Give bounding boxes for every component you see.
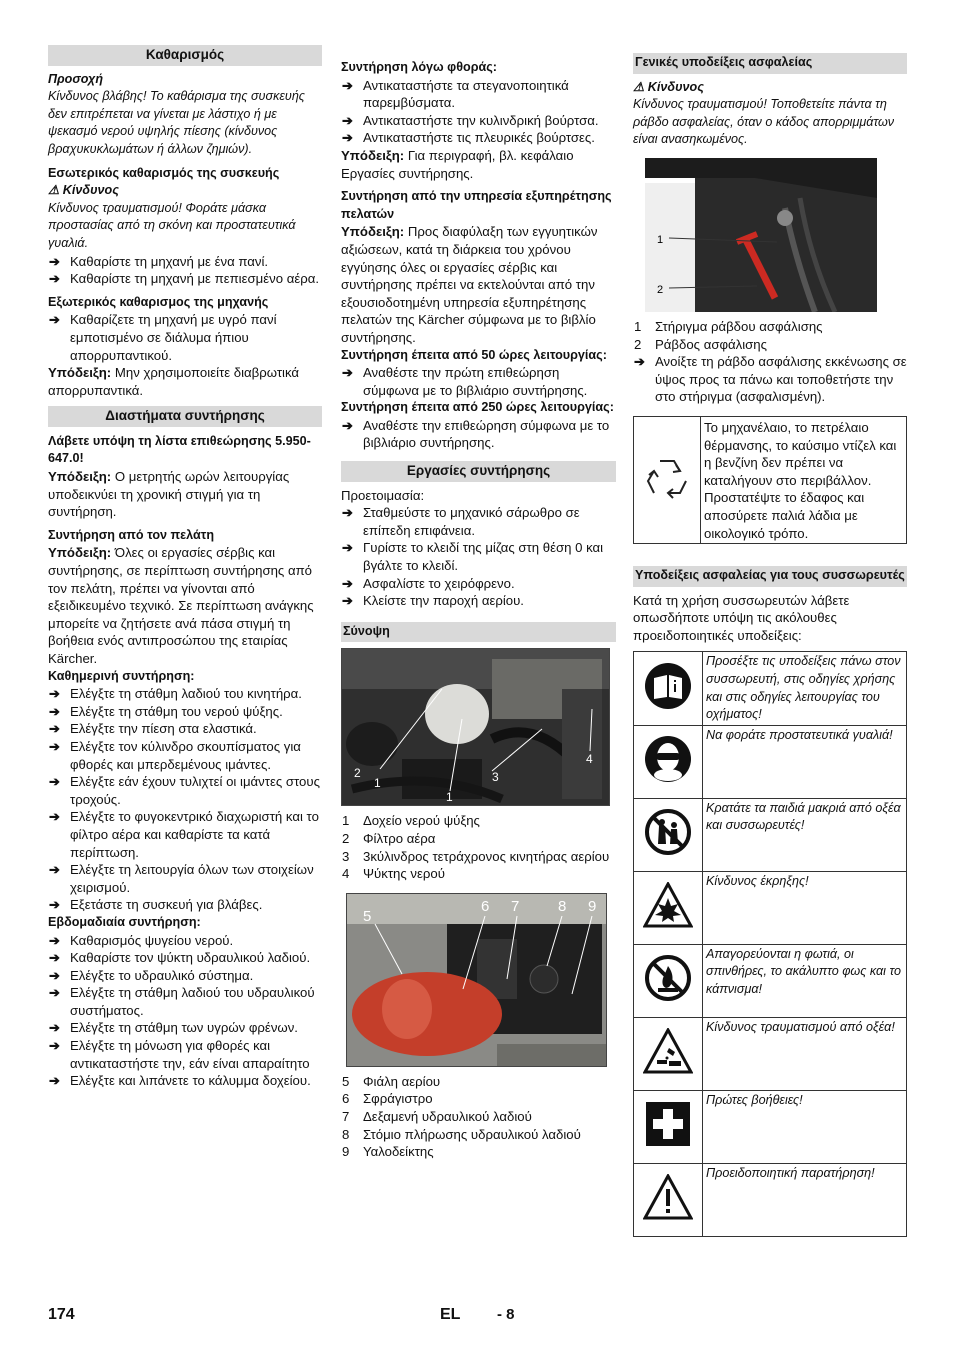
warning-icon	[634, 1163, 703, 1236]
battery-intro: Κατά τη χρήση συσσωρευτών λάβετε οπωσδήποτε υπόψη τις ακόλουθες προειδοποιητικές υποδείξεις:	[633, 592, 850, 643]
list-item: ➔ Ανοίξτε τη ράβδο ασφάλισης εκκένωσης σε ύψος προς τα πάνω και τοποθετήστε την στο στήριγμα (ασφαλισμένη).	[634, 354, 907, 405]
legend-text: Σφράγιστρο	[363, 1091, 433, 1107]
weekly-list	[48, 932, 322, 1090]
section-heading-battery-safety: Υποδείξεις ασφαλείας για τους συσσωρευτές	[633, 566, 907, 587]
heading-customer-maintenance: Συντήρηση από τον πελάτη	[48, 527, 215, 542]
safety-text: Κίνδυνος έκρηξης!	[703, 871, 907, 944]
heading-weekly: Εβδομαδιαία συντήρηση:	[48, 914, 201, 929]
safety-text: Κρατάτε τα παιδιά μακριά από οξέα και συσσωρευτές!	[703, 798, 907, 871]
list-item: ➔ Ελέγξτε το υδραυλικό σύστημα.	[49, 967, 254, 983]
list-item: ➔ Αναθέστε την επιθεώρηση σύμφωνα με το βιβλιάριο συντήρησης.	[342, 417, 610, 451]
column-right	[633, 45, 907, 1237]
section-heading-intervals: Διαστήματα συντήρησης	[48, 406, 322, 427]
preparation-label: Προετοιμασία:	[341, 487, 425, 503]
heading-internal-cleaning: Εσωτερικός καθαρισμός της συσκευής	[48, 165, 280, 180]
safety-row	[634, 798, 907, 871]
danger-title: ⚠ Κίνδυνος	[48, 183, 119, 198]
heading-daily: Καθημερινή συντήρηση:	[48, 668, 195, 683]
arrow-bullet-icon: ➔	[49, 809, 61, 825]
legend-item	[341, 1143, 616, 1161]
recycling-icon	[634, 417, 701, 543]
note-customer: Υπόδειξη: Όλες οι εργασίες σέρβις και συντήρησης, σε περίπτωση συντήρησης από τον πελάτη, πρέπει να γίνονται από εξειδικευμένο τεχνικό. Σε περίπτωση ανάγκης μπορείτε να ζητήσετε ανά πάσα στιγμή τη βοήθεια ενός αντιπροσώπου της εταιρίας Kärcher.	[48, 545, 314, 666]
section-heading-general-safety: Γενικές υποδείξεις ασφαλείας	[633, 53, 907, 74]
danger-text: Κίνδυνος τραυματισμού! Φοράτε μάσκα προστασίας από τη σκόνη και προστατευτικά γυαλιά.	[48, 200, 296, 250]
list-item: ➔ Ελέγξτε τη λειτουργία όλων των στοιχείων χειρισμού.	[49, 862, 314, 895]
legend-item	[341, 1090, 616, 1108]
arrow-bullet-icon: ➔	[49, 1020, 61, 1036]
legend-text: Στήριγμα ράβδου ασφάλισης	[655, 318, 823, 334]
legend-gas	[341, 1073, 616, 1161]
safety-text: Προειδοποιητική παρατήρηση!	[703, 1163, 907, 1236]
arrow-bullet-icon: ➔	[634, 354, 646, 370]
photo-label: 2	[657, 283, 664, 296]
photo-label: 9	[588, 897, 597, 915]
legend-number: 6	[342, 1091, 350, 1107]
legend-text: Δεξαμενή υδραυλικού λαδιού	[363, 1108, 532, 1124]
list-item: ➔ Ελέγξτε τη στάθμη του νερού ψύξης.	[49, 703, 283, 719]
internal-cleaning-list	[48, 253, 322, 288]
legend-number: 3	[342, 848, 350, 864]
safety-text: Απαγορεύονται η φωτιά, οι σπινθήρες, το ακάλυπτο φως και το κάπνισμα!	[703, 944, 907, 1017]
legend-text: Φιάλη αερίου	[363, 1073, 441, 1089]
arrow-bullet-icon: ➔	[49, 271, 61, 287]
list-item: ➔ Αντικαταστήστε τις πλευρικές βούρτσες.	[342, 130, 595, 146]
arrow-bullet-icon: ➔	[342, 130, 354, 146]
legend-number: 9	[342, 1144, 350, 1160]
manual-icon	[634, 652, 703, 725]
arrow-bullet-icon: ➔	[342, 593, 354, 609]
no-children-icon	[634, 798, 703, 871]
list-item: ➔ Καθαρίστε τον ψύκτη υδραυλικού λαδιού.	[49, 950, 311, 966]
safety-text: Κίνδυνος τραυματισμού από οξέα!	[703, 1017, 907, 1090]
photo-label: 7	[511, 897, 520, 915]
gas-bottle-illustration	[347, 894, 606, 1066]
list-item: ➔ Καθαρίστε τη μηχανή με πεπιεσμένο αέρα.	[49, 271, 319, 287]
safety-row	[634, 1090, 907, 1163]
legend-text: Υαλοδείκτης	[363, 1144, 434, 1160]
first-aid-icon	[634, 1090, 703, 1163]
legend-item	[341, 830, 616, 848]
photo-label: 1	[446, 790, 453, 805]
arrow-bullet-icon: ➔	[49, 703, 61, 719]
heading-50h: Συντήρηση έπειτα από 50 ώρες λειτουργίας:	[341, 347, 607, 362]
rod-list	[633, 353, 907, 406]
arrow-bullet-icon: ➔	[342, 575, 354, 591]
legend-text: Ράβδος ασφάλισης	[655, 336, 767, 352]
wear-list	[341, 77, 616, 147]
engine-photo	[341, 648, 610, 806]
heading-checklist: Λάβετε υπόψη τη λίστα επιθεώρησης 5.950-647.0!	[48, 433, 311, 466]
photo-label: 8	[558, 897, 567, 915]
legend-item	[341, 865, 616, 883]
photo-label: 2	[354, 766, 361, 781]
arrow-bullet-icon: ➔	[342, 540, 354, 556]
list-item: ➔ Ελέγξτε και λιπάνετε το κάλυμμα δοχείου.	[49, 1073, 311, 1089]
note-service: Υπόδειξη: Προς διαφύλαξη των εγγυητικών αξιώσεων, κατά τη διάρκεια του χρόνου εγγύησης όλες οι εργασίες σέρβις και συντήρησης πρέπει να εκτελούνται από την εξουσιοδοτημένη υπηρεσία εξυπηρέτησης πελατών της Kärcher σύμφωνα με το βιβλίο συντήρησης.	[341, 224, 598, 345]
legend-number: 8	[342, 1126, 350, 1142]
legend-number: 1	[342, 813, 350, 829]
gas-bottle-photo	[346, 893, 607, 1067]
list-item: ➔ Καθαρίζετε τη μηχανή με υγρό πανί εμποτισμένο σε διάλυμα ήπιου απορρυπαντικού.	[49, 312, 277, 363]
note-external: Υπόδειξη: Μην χρησιμοποιείτε διαβρωτικά απορρυπαντικά.	[48, 365, 300, 398]
safety-row	[634, 652, 907, 725]
daily-list	[48, 685, 322, 914]
battery-safety-table	[633, 651, 907, 1236]
photo-label: 6	[481, 897, 490, 915]
list-item: ➔ Αντικαταστήστε την κυλινδρική βούρτσα.	[342, 112, 599, 128]
safety-rod-photo	[645, 158, 877, 312]
section-heading-maintenance-work: Εργασίες συντήρησης	[341, 461, 616, 482]
list-50h	[341, 364, 616, 399]
warning-triangle-icon: ⚠	[48, 183, 60, 198]
legend-engine	[341, 812, 616, 882]
legend-number: 7	[342, 1108, 350, 1124]
legend-item	[341, 1108, 616, 1126]
photo-label: 3	[492, 770, 499, 785]
arrow-bullet-icon: ➔	[49, 686, 61, 702]
arrow-bullet-icon: ➔	[49, 738, 61, 754]
legend-number: 2	[634, 336, 642, 352]
legend-text: Δοχείο νερού ψύξης	[363, 813, 480, 829]
danger-title: ⚠ Κίνδυνος	[633, 79, 704, 94]
arrow-bullet-icon: ➔	[49, 1038, 61, 1054]
note-checklist: Υπόδειξη: Ο μετρητής ωρών λειτουργίας υποδεικνύει τη χρονική στιγμή για τη συντήρηση.	[48, 469, 290, 520]
photo-label: 4	[586, 752, 593, 767]
arrow-bullet-icon: ➔	[49, 967, 61, 983]
arrow-bullet-icon: ➔	[49, 721, 61, 737]
safety-text: Προσέξτε τις υποδείξεις πάνω στον συσσωρευτή, στις οδηγίες χρήσης και στις οδηγίες λειτουργίας του οχήματος!	[703, 652, 907, 725]
safety-text: Να φοράτε προστατευτικά γυαλιά!	[703, 725, 907, 798]
arrow-bullet-icon: ➔	[49, 897, 61, 913]
safety-row	[634, 1163, 907, 1236]
no-fire-icon	[634, 944, 703, 1017]
list-item: ➔ Ελέγξτε τη στάθμη λαδιού του κινητήρα.	[49, 686, 302, 702]
list-item: ➔ Σταθμεύστε το μηχανικό σάρωθρο σε επίπεδη επιφάνεια.	[342, 505, 580, 538]
legend-number: 2	[342, 831, 350, 846]
arrow-bullet-icon: ➔	[49, 950, 61, 966]
language-code: EL	[440, 1306, 461, 1323]
legend-text: Στόμιο πλήρωσης υδραυλικού λαδιού	[363, 1126, 581, 1142]
recycling-text: Το μηχανέλαιο, το πετρέλαιο θέρμανσης, το καύσιμο ντίζελ και η βενζίνη δεν πρέπει να καταλήγουν στο περιβάλλον. Προστατέψτε το έδαφος και αποσύρετε παλιά λάδια με οικολογικό τρόπο.	[704, 419, 897, 541]
explosion-icon	[634, 871, 703, 944]
caution-title: Προσοχή	[48, 71, 104, 86]
list-item: ➔ Γυρίστε το κλειδί της μίζας στη θέση 0 και βγάλτε το κλειδί.	[342, 540, 604, 574]
arrow-bullet-icon: ➔	[342, 505, 354, 521]
acid-icon	[634, 1017, 703, 1090]
legend-item	[341, 812, 616, 830]
list-item: ➔ Ελέγξτε εάν έχουν τυλιχτεί οι ιμάντες στους τροχούς.	[49, 774, 320, 807]
list-item: ➔ Ελέγξτε τη στάθμη λαδιού του υδραυλικού συστήματος.	[49, 985, 315, 1018]
legend-item	[633, 336, 907, 354]
photo-label: 1	[657, 233, 664, 246]
legend-item	[341, 1073, 616, 1091]
legend-text: Φίλτρο αέρα	[363, 831, 436, 846]
list-item: ➔ Αντικαταστήστε τα στεγανοποιητικά παρεμβύσματα.	[342, 77, 569, 111]
safety-row	[634, 1017, 907, 1090]
list-item: ➔ Ελέγξτε τη στάθμη των υγρών φρένων.	[49, 1020, 298, 1036]
legend-number: 5	[342, 1073, 350, 1089]
legend-number: 4	[342, 866, 350, 882]
safety-row	[634, 944, 907, 1017]
legend-item	[633, 318, 907, 336]
list-item: ➔ Κλείστε την παροχή αερίου.	[342, 593, 524, 609]
note-wear: Υπόδειξη: Για περιγραφή, βλ. κεφάλαιο Εργασίες συντήρησης.	[341, 147, 574, 181]
list-item: ➔ Ελέγξτε τη μόνωση για φθορές και αντικαταστήστε την, εάν είναι απαραίτητο	[49, 1038, 310, 1071]
list-item: ➔ Ελέγξτε το φυγοκεντρικό διαχωριστή και το φίλτρο αέρα και καθαρίστε τα κατά περίπτωση.	[49, 809, 319, 860]
legend-item	[341, 848, 616, 866]
heading-external-cleaning: Εξωτερικός καθαρισμος της μηχανής	[48, 294, 269, 309]
recycling-notice	[633, 416, 907, 544]
section-heading-cleaning: Καθαρισμός	[48, 45, 322, 66]
safety-rod-illustration	[645, 158, 877, 312]
goggles-icon	[634, 725, 703, 798]
arrow-bullet-icon: ➔	[342, 417, 354, 433]
arrow-bullet-icon: ➔	[342, 112, 354, 128]
list-item: ➔ Καθαρίστε τη μηχανή με ένα πανί.	[49, 253, 269, 269]
engine-photo-illustration	[342, 649, 609, 805]
column-middle	[341, 45, 616, 1161]
arrow-bullet-icon: ➔	[49, 932, 61, 948]
safety-text: Πρώτες βοήθειες!	[703, 1090, 907, 1163]
photo-label: 5	[363, 907, 372, 925]
arrow-bullet-icon: ➔	[342, 77, 354, 93]
arrow-bullet-icon: ➔	[49, 862, 61, 878]
list-item: ➔ Ασφαλίστε το χειρόφρενο.	[342, 575, 515, 591]
list-item: ➔ Εξετάστε τη συσκευή για βλάβες.	[49, 897, 263, 913]
heading-service: Συντήρηση από την υπηρεσία εξυπηρέτησης πελατών	[341, 189, 612, 221]
preparation-list	[341, 504, 616, 610]
heading-wear: Συντήρηση λόγω φθοράς:	[341, 60, 497, 74]
sub-page-number: - 8	[497, 1306, 515, 1323]
list-item: ➔ Καθαρισμός ψυγείου νερού.	[49, 932, 234, 948]
page-number: 174	[48, 1306, 75, 1323]
section-heading-overview: Σύνοψη	[341, 622, 616, 643]
arrow-bullet-icon: ➔	[49, 985, 61, 1001]
danger-text: Κίνδυνος τραυματισμού! Τοποθετείτε πάντα τη ράβδο ασφαλείας, όταν ο κάδος απορριμμάτων είναι ανασηκωμένος.	[633, 97, 895, 147]
list-250h	[341, 417, 616, 452]
warning-triangle-icon: ⚠	[633, 79, 645, 94]
heading-250h: Συντήρηση έπειτα από 250 ώρες λειτουργίας:	[341, 400, 614, 415]
arrow-bullet-icon: ➔	[49, 253, 61, 269]
arrow-bullet-icon: ➔	[49, 312, 61, 328]
arrow-bullet-icon: ➔	[49, 774, 61, 790]
list-item: ➔ Αναθέστε την πρώτη επιθεώρηση σύμφωνα με το βιβλιάριο συντήρησης.	[342, 365, 588, 398]
legend-text: 3κύλινδρος τετράχρονος κινητήρας αερίου	[363, 848, 610, 864]
legend-item	[341, 1126, 616, 1144]
caution-text: Κίνδυνος βλάβης! Το καθάρισμα της συσκευής δεν επιτρέπεται να γίνεται με λάστιχο ή με ψεκασμό νερού υψηλής πίεσης (κίνδυνος βραχυκυκλωμάτων ή άλλων ζημιών).	[48, 89, 305, 156]
legend-rod	[633, 318, 907, 353]
legend-number: 1	[634, 318, 642, 334]
arrow-bullet-icon: ➔	[342, 365, 354, 381]
safety-row	[634, 871, 907, 944]
legend-text: Ψύκτης νερού	[363, 866, 445, 882]
list-item: ➔ Ελέγξτε τον κύλινδρο σκουπίσματος για φθορές και μπερδεμένους ιμάντες.	[49, 738, 301, 772]
column-left	[48, 45, 322, 1090]
arrow-bullet-icon: ➔	[49, 1073, 61, 1089]
safety-row	[634, 725, 907, 798]
photo-label: 1	[374, 776, 381, 791]
list-item: ➔ Ελέγξτε την πίεση στα ελαστικά.	[49, 721, 257, 737]
external-cleaning-list	[48, 311, 322, 364]
